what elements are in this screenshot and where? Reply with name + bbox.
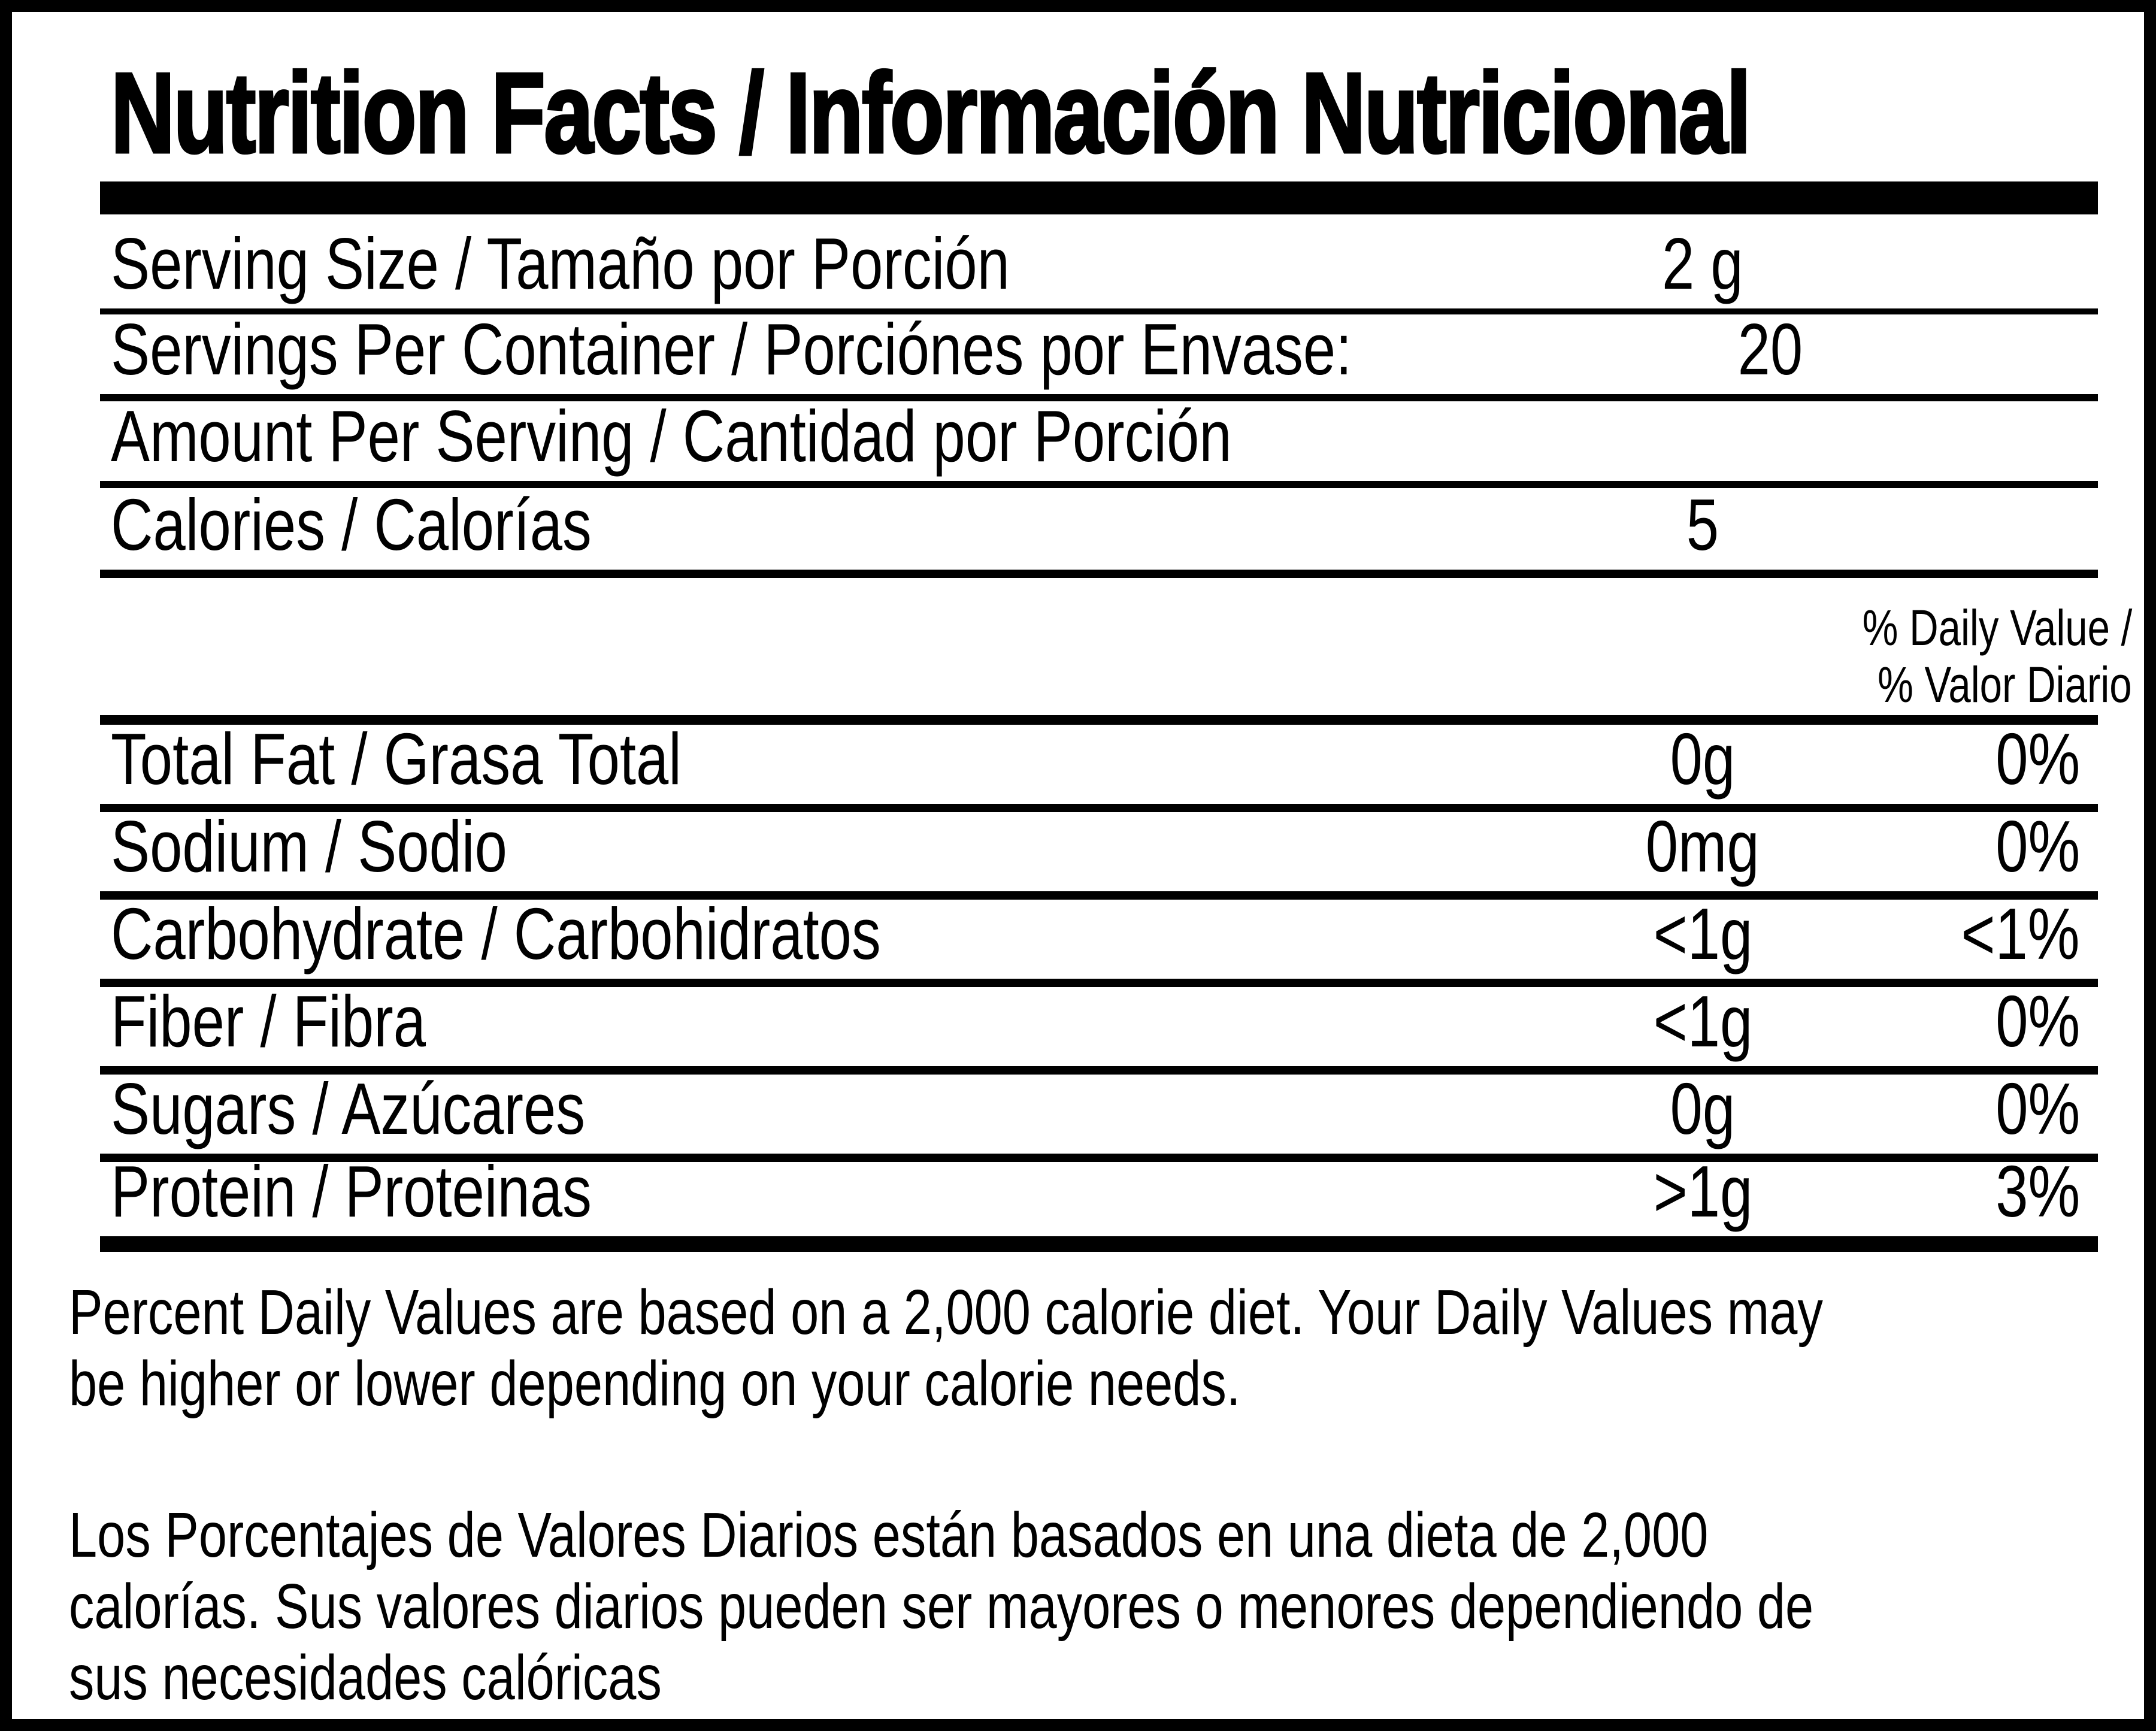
row-label: Total Fat / Grasa Total	[111, 718, 682, 800]
footnote-spanish	[69, 1500, 2105, 1714]
sugars-row	[100, 1068, 2098, 1162]
footnote-line: Percent Daily Values are based on a 2,000 calorie diet. Your Daily Values may	[69, 1277, 1823, 1348]
row-percent: <1%	[1961, 893, 2080, 975]
sodium-row	[100, 806, 2098, 900]
fiber-row	[100, 981, 2098, 1075]
row-percent: 0%	[1995, 1068, 2080, 1149]
row-amount: 0g	[1670, 1068, 1736, 1149]
row-percent: 0%	[1995, 718, 2080, 800]
row-percent: 0%	[1995, 806, 2080, 887]
row-amount: 20	[1737, 308, 1803, 390]
amount-per-serving-row	[100, 395, 2098, 488]
calories-row	[100, 484, 2098, 578]
facts-table	[100, 214, 2132, 1252]
row-amount: <1g	[1653, 981, 1752, 1062]
row-label: Calories / Calorías	[111, 484, 592, 565]
footnote-line: sus necesidades calóricas	[69, 1642, 662, 1713]
row-amount: 0mg	[1646, 806, 1760, 887]
row-label: Protein / Proteinas	[111, 1151, 592, 1232]
row-amount: 0g	[1670, 718, 1736, 800]
daily-value-line-es: % Valor Diario	[1878, 656, 2132, 713]
row-label: Fiber / Fibra	[111, 981, 426, 1062]
daily-value-header	[100, 578, 2132, 725]
servings-per-container-row	[100, 308, 2098, 401]
row-amount	[1595, 400, 1810, 473]
carbohydrate-row	[100, 893, 2098, 987]
title-separator-bar	[100, 181, 2098, 214]
footnote-english	[69, 1277, 2105, 1420]
row-percent: 3%	[1995, 1151, 2080, 1232]
row-label: Serving Size / Tamaño por Porción	[111, 223, 1010, 304]
row-label: Carbohydrate / Carbohidratos	[111, 893, 881, 975]
footnote-line: Los Porcentajes de Valores Diarios están basados en una dieta de 2,000	[69, 1500, 1709, 1570]
row-percent: 0%	[1995, 981, 2080, 1062]
row-amount: <1g	[1653, 893, 1752, 975]
footnote-line: calorías. Sus valores diarios pueden ser mayores o menores dependiendo de	[69, 1571, 1814, 1642]
row-label: Amount Per Serving / Cantidad por Porción	[111, 395, 1232, 477]
protein-row	[100, 1151, 2098, 1252]
daily-value-line-en: % Daily Value /	[1862, 600, 2132, 656]
serving-size-row	[100, 214, 2098, 314]
row-label: Sodium / Sodio	[111, 806, 507, 887]
row-amount: 2 g	[1662, 223, 1743, 304]
footnote-line: be higher or lower depending on your calorie needs.	[69, 1348, 1241, 1419]
row-label: Servings Per Container / Porciónes por Envase:	[111, 308, 1352, 390]
row-amount: 5	[1686, 484, 1719, 565]
row-label: Sugars / Azúcares	[111, 1068, 586, 1149]
total-fat-row	[100, 718, 2098, 812]
row-amount: >1g	[1653, 1151, 1752, 1232]
label-title: Nutrition Facts / Información Nutricional	[111, 50, 1750, 177]
